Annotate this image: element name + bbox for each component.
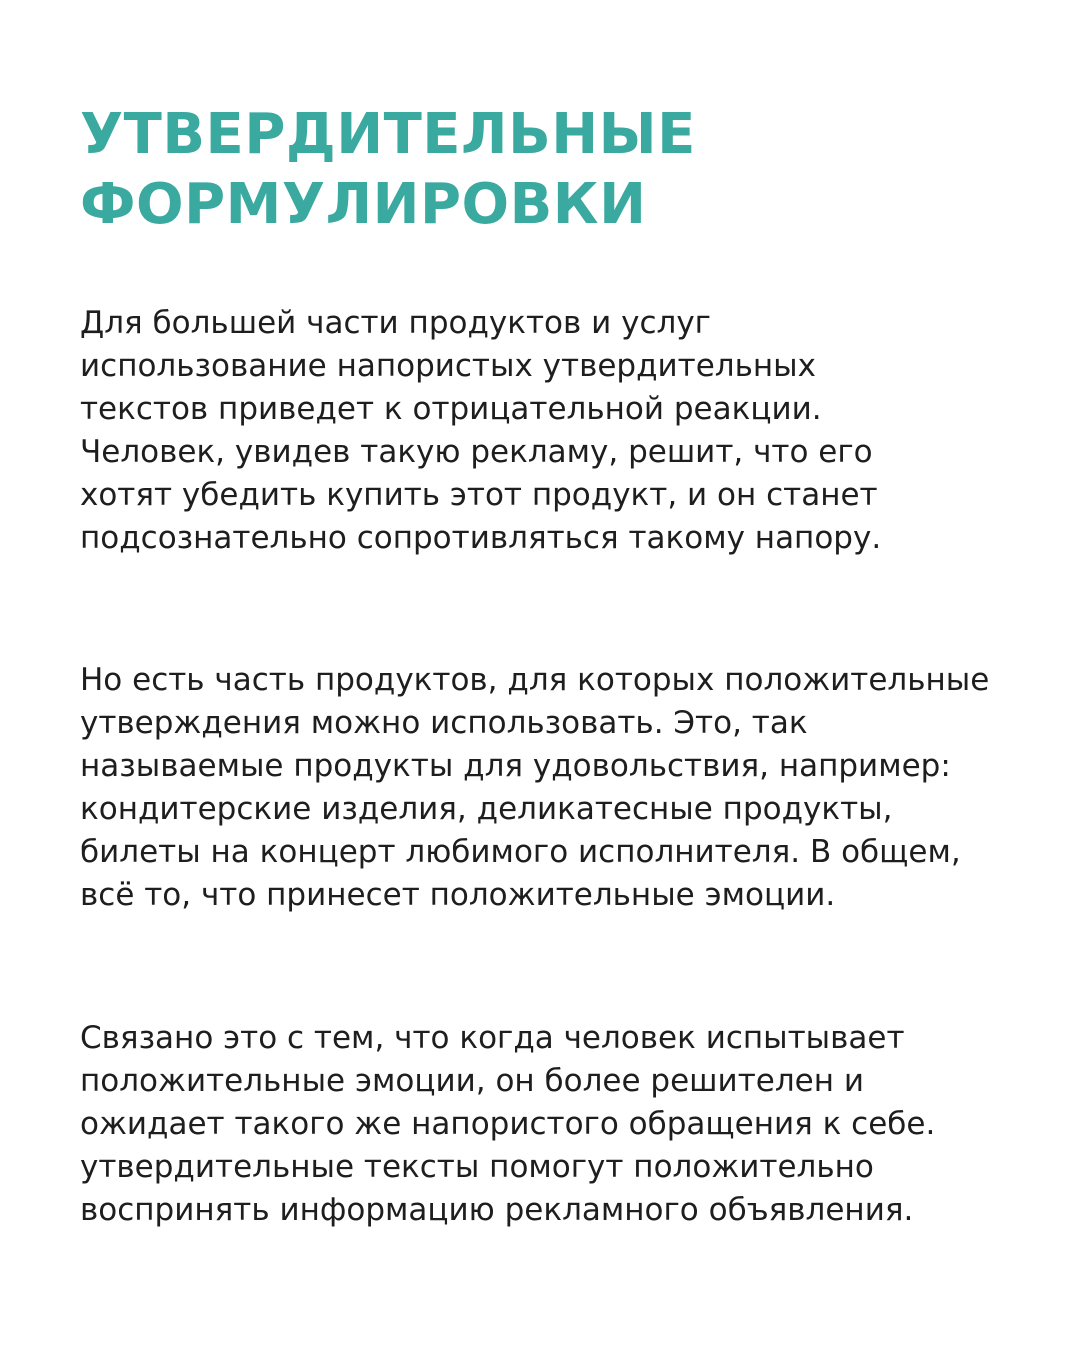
text-line: хотят убедить купить этот продукт, и он станет: [80, 477, 878, 513]
page-title: [80, 100, 696, 240]
text-line: билеты на концерт любимого исполнителя. В общем,: [80, 834, 961, 870]
paragraph-3: [80, 1017, 935, 1232]
paragraph-1: [80, 302, 881, 560]
text-line: Но есть часть продуктов, для которых положительные: [80, 662, 990, 698]
text-line: положительные эмоции, он более решителен и: [80, 1063, 864, 1099]
text-line: кондитерские изделия, деликатесные продукты,: [80, 791, 893, 827]
text-line: всё то, что принесет положительные эмоции.: [80, 877, 836, 913]
title-line: УТВЕРДИТЕЛЬНЫЕ: [80, 102, 696, 167]
text-line: Для большей части продуктов и услуг: [80, 305, 711, 341]
text-line: Связано это с тем, что когда человек испытывает: [80, 1020, 905, 1056]
text-line: использование напористых утвердительных: [80, 348, 816, 384]
text-line: называемые продукты для удовольствия, например:: [80, 748, 951, 784]
text-line: утверждения можно использовать. Это, так: [80, 705, 808, 741]
text-line: утвердительные тексты помогут положительно: [80, 1149, 874, 1185]
text-line: текстов приведет к отрицательной реакции.: [80, 391, 822, 427]
text-line: воспринять информацию рекламного объявления.: [80, 1192, 914, 1228]
text-line: подсознательно сопротивляться такому напору.: [80, 520, 882, 556]
text-line: ожидает такого же напористого обращения к себе.: [80, 1106, 936, 1142]
text-line: Человек, увидев такую рекламу, решит, что его: [80, 434, 873, 470]
paragraph-2: [80, 659, 989, 917]
title-line: ФОРМУЛИРОВКИ: [80, 172, 647, 237]
